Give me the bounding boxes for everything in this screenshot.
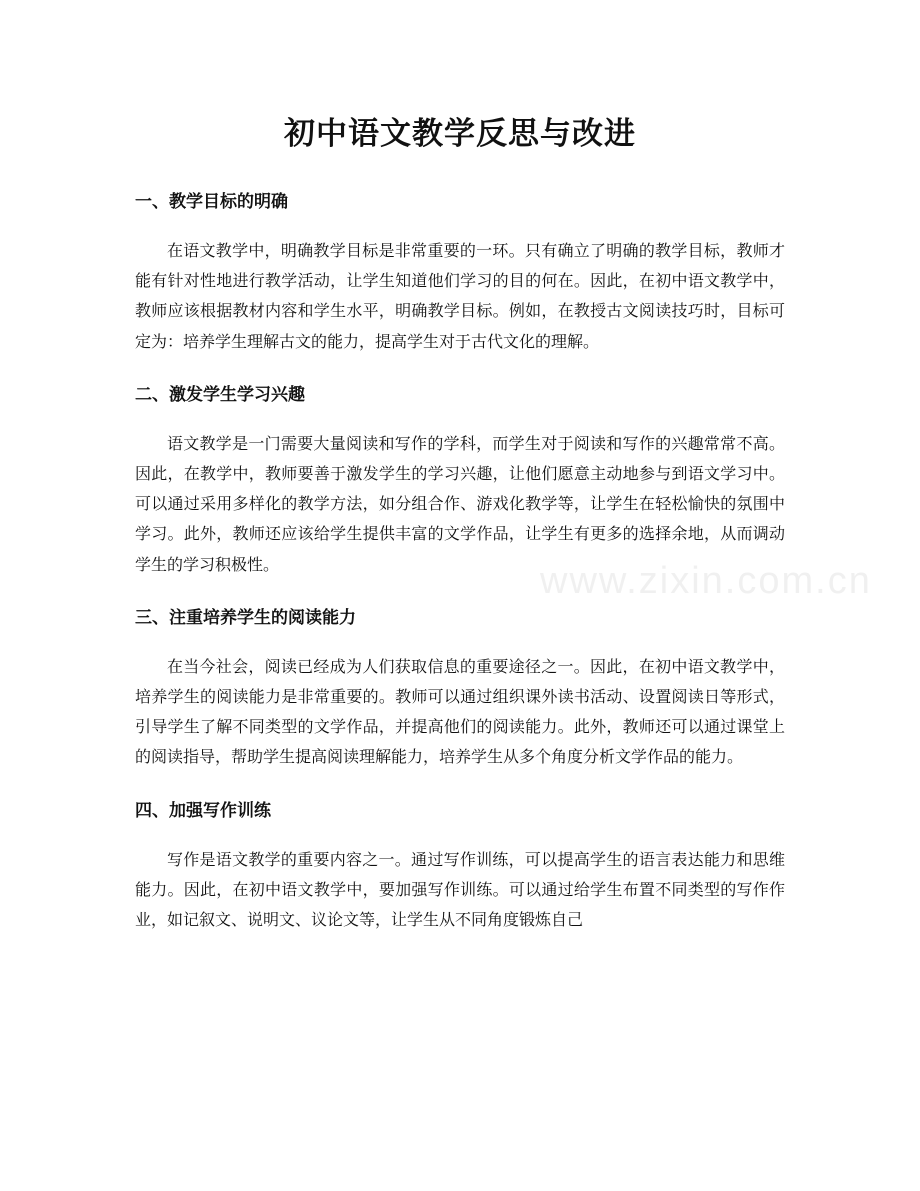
section-paragraph-1: 在语文教学中，明确教学目标是非常重要的一环。只有确立了明确的教学目标，教师才能有针对性地进行教学活动，让学生知道他们学习的目的何在。因此，在初中语文教学中，教师应该根据教材内容和学生水平，明确教学目标。例如，在教授古文阅读技巧时，目标可定为：培养学生理解古文的能力，提高学生对于古代文化的理解。	[135, 241, 785, 351]
document-title: 初中语文教学反思与改进	[284, 116, 636, 152]
section-heading-4: 四、加强写作训练	[135, 800, 271, 821]
watermark-text: www.zixin.com.cn	[540, 560, 872, 602]
section-heading-3: 三、注重培养学生的阅读能力	[135, 607, 356, 628]
section-paragraph-2: 语文教学是一门需要大量阅读和写作的学科，而学生对于阅读和写作的兴趣常常不高。因此，在教学中，教师要善于激发学生的学习兴趣，让他们愿意主动地参与到语文学习中。可以通过采用多样化的教学方法，如分组合作、游戏化教学等，让学生在轻松愉快的氛围中学习。此外，教师还应该给学生提供丰富的文学作品，让学生有更多的选择余地，从而调动学生的学习积极性。	[135, 433, 785, 574]
section-paragraph-4: 写作是语文教学的重要内容之一。通过写作训练，可以提高学生的语言表达能力和思维能力。因此，在初中语文教学中，要加强写作训练。可以通过给学生布置不同类型的写作作业，如记叙文、说明文、议论文等，让学生从不同角度锻炼自己	[135, 849, 785, 930]
section-paragraph-3: 在当今社会，阅读已经成为人们获取信息的重要途径之一。因此，在初中语文教学中，培养学生的阅读能力是非常重要的。教师可以通过组织课外读书活动、设置阅读日等形式，引导学生了解不同类型的文学作品，并提高他们的阅读能力。此外，教师还可以通过课堂上的阅读指导，帮助学生提高阅读理解能力，培养学生从多个角度分析文学作品的能力。	[135, 656, 785, 767]
document-body	[135, 186, 785, 957]
section-heading-1: 一、教学目标的明确	[135, 192, 288, 212]
section-heading-2: 二、激发学生学习兴趣	[135, 384, 305, 405]
